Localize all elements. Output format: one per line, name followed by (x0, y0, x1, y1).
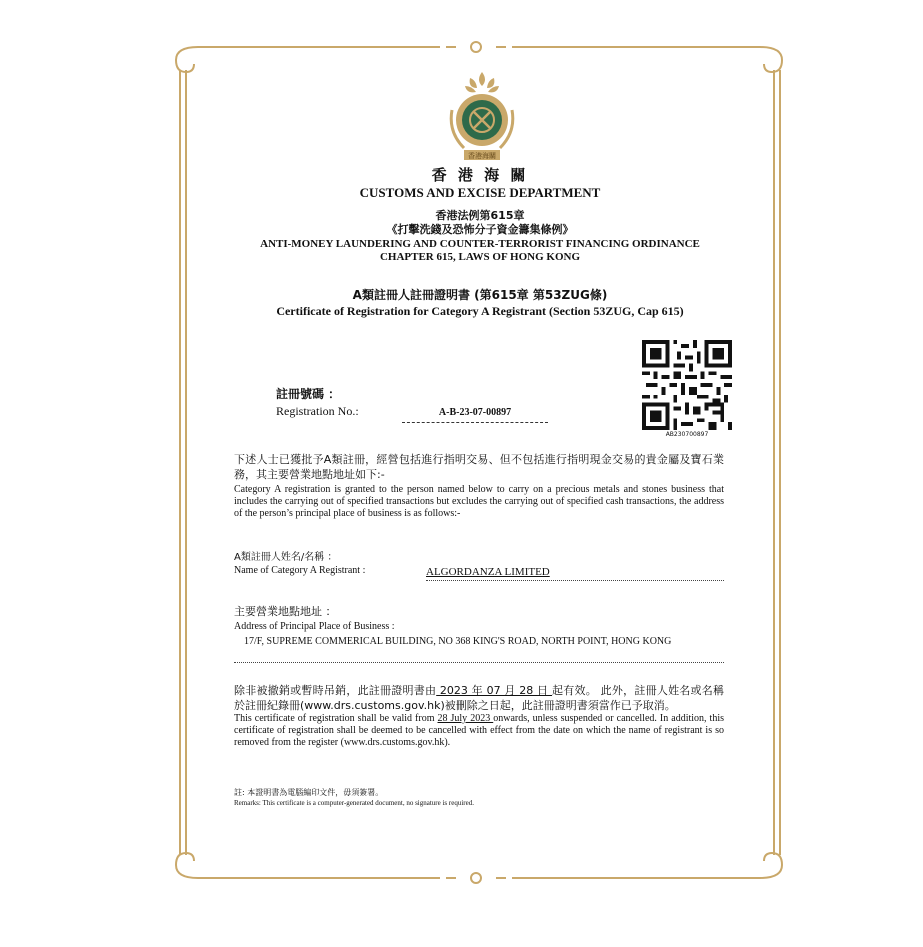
dept-name-zh: 香 港 海 關 (431, 166, 529, 184)
ordinance-name-zh: 《打擊洗錢及恐怖分子資金籌集條例》 (386, 223, 574, 236)
address-label-en: Address of Principal Place of Business : (234, 621, 395, 632)
intro-en: Category A registration is granted to the person named below to carry on a precious metals and stones business that includes the carrying out of specified transactions but excludes the carrying out of specified cash transactions, the address of the person’s principal place of business is as follows:- (234, 484, 724, 519)
registration-label-zh: 註冊號碼 ： (276, 387, 341, 401)
emblem-banner-text: 香港海關 (468, 152, 496, 160)
ordinance-chapter-en: CHAPTER 615, LAWS OF HONG KONG (379, 251, 581, 263)
intro-zh: 下述人士已獲批予A類註冊，經營包括進行指明交易、但不包括進行指明現金交易的貴金屬及寶石業務，其主要營業地點地址如下:- (234, 453, 724, 481)
ordinance-chapter-zh: 香港法例第615章 (435, 209, 525, 222)
address-value: 17/F, SUPREME COMMERICAL BUILDING, NO 368 KING'S ROAD, NORTH POINT, HONG KONG (244, 636, 672, 647)
registration-label-en: Registration No.: (276, 404, 359, 418)
qr-caption: AB230700897 (665, 431, 709, 438)
validity-en: This certificate of registration shall be valid from 28 July 2023 onwards, unless suspended or cancelled. In addition, this certificate of registration shall be deemed to be cancelled with effect from the date on which the name of registrant is so removed from the register (www.drs.customs.gov.hk). (234, 713, 724, 748)
registrant-name: ALGORDANZA LIMITED (426, 566, 724, 581)
validity-zh: 除非被撤銷或暫時吊銷，此註冊證明書由 2023 年 07 月 28 日 起有效。 此外，註冊人姓名或名稱於註冊紀錄冊(www.drs.customs.gov.hk)被刪除之日起，此註冊證明書須當作已予取消。 (234, 684, 725, 712)
remarks-en: Remarks: This certificate is a computer-generated document, no signature is required. (234, 799, 474, 807)
dept-name-en: CUSTOMS AND EXCISE DEPARTMENT (359, 185, 601, 200)
certificate-title-zh: A類註冊人註冊證明書 (第615章 第53ZUG條) (352, 288, 608, 302)
address-divider (234, 662, 724, 663)
remarks-zh: 註: 本證明書為電腦編印文件，毋須簽署。 (234, 788, 384, 797)
registrant-label-zh: A類註冊人姓名/名稱 ： (234, 552, 338, 563)
registration-number: A-B-23-07-00897 (402, 407, 548, 423)
registrant-label-en: Name of Category A Registrant : (234, 565, 366, 576)
ordinance-name-en: ANTI-MONEY LAUNDERING AND COUNTER-TERRORIST FINANCING ORDINANCE (260, 238, 700, 250)
customs-emblem-icon (440, 70, 524, 162)
address-label-zh: 主要營業地點地址 ： (234, 605, 337, 618)
certificate-title-en: Certificate of Registration for Category A Registrant (Section 53ZUG, Cap 615) (276, 304, 684, 318)
qr-code-icon (641, 340, 733, 430)
